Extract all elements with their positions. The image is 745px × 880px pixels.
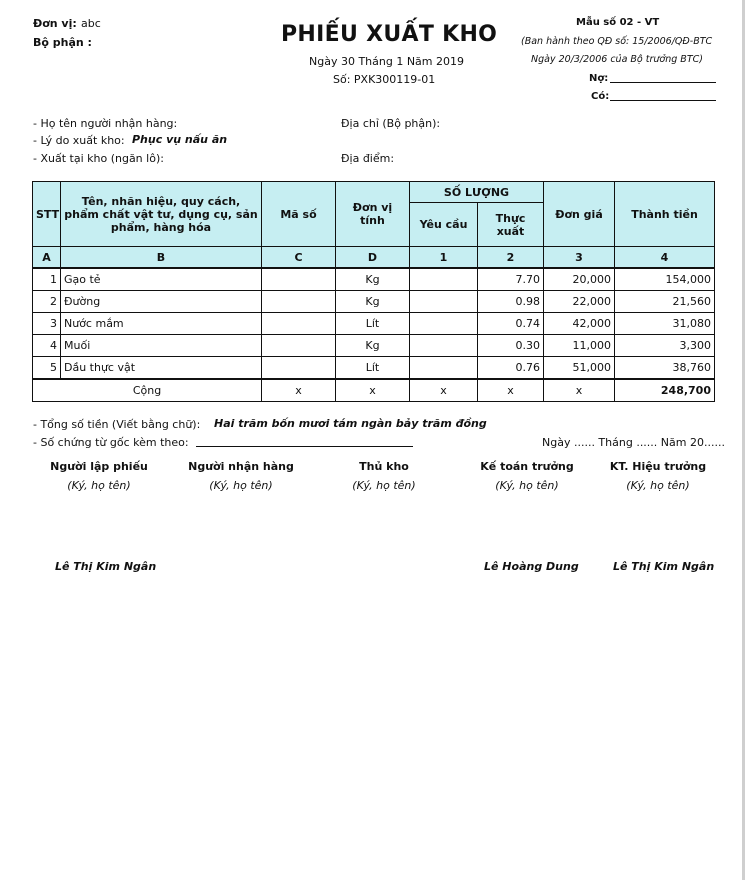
column-letter: 3: [544, 247, 615, 269]
header-unit: Đơn vị tính: [336, 182, 410, 247]
table-row: [33, 291, 715, 313]
row-item-name: Nước mắm: [61, 313, 262, 335]
debit-line: [610, 82, 716, 83]
row-actual: 0.30: [478, 335, 544, 357]
row-unit: Kg: [336, 291, 410, 313]
signature-title: Kế toán trưởng: [480, 460, 574, 473]
row-item-name: Gạo tẻ: [61, 268, 262, 291]
unit-label: Đơn vị:: [33, 17, 77, 30]
header-amount: Thành tiền: [615, 182, 715, 247]
total-actual: x: [478, 379, 544, 402]
header-code: Mã số: [262, 182, 336, 247]
form-note-1: (Ban hành theo QĐ số: 15/2006/QĐ-BTC: [521, 36, 713, 47]
column-letter: 1: [410, 247, 478, 269]
row-stt: 3: [33, 313, 61, 335]
form-code: Mẫu số 02 - VT: [576, 17, 660, 28]
signature-title: Người lập phiếu: [50, 460, 148, 473]
signature-hint: (Ký, họ tên): [209, 479, 273, 492]
row-amount: 154,000: [615, 268, 715, 291]
document-date: Ngày 30 Tháng 1 Năm 2019: [309, 55, 465, 68]
column-letter: C: [262, 247, 336, 269]
column-letter: B: [61, 247, 262, 269]
row-stt: 2: [33, 291, 61, 313]
total-label: Cộng: [33, 379, 262, 402]
total-words-value: Hai trăm bốn mươi tám ngàn bảy trăm đồng: [214, 417, 487, 430]
credit-line: [610, 100, 716, 101]
row-item-name: Dầu thực vật: [61, 357, 262, 380]
signature-title: Người nhận hàng: [188, 460, 294, 473]
column-letter: 4: [615, 247, 715, 269]
row-unit: Kg: [336, 268, 410, 291]
row-price: 20,000: [544, 268, 615, 291]
reason-label: - Lý do xuất kho:: [33, 134, 125, 147]
row-requested: [410, 268, 478, 291]
row-unit: Kg: [336, 335, 410, 357]
header-stt: STT: [33, 182, 61, 247]
source-docs-label: - Số chứng từ gốc kèm theo:: [33, 436, 189, 449]
signature-name: Lê Hoàng Dung: [484, 560, 579, 573]
row-requested: [410, 313, 478, 335]
column-letter: D: [336, 247, 410, 269]
signature-hint: (Ký, họ tên): [495, 479, 559, 492]
header-price: Đơn giá: [544, 182, 615, 247]
total-price: x: [544, 379, 615, 402]
warehouse-label: - Xuất tại kho (ngăn lô):: [33, 152, 164, 165]
row-code: [262, 357, 336, 380]
credit-label: Có:: [591, 91, 610, 102]
row-code: [262, 335, 336, 357]
column-letter: A: [33, 247, 61, 269]
row-stt: 4: [33, 335, 61, 357]
row-actual: 0.74: [478, 313, 544, 335]
row-actual: 0.98: [478, 291, 544, 313]
debit-label: Nợ:: [589, 73, 609, 84]
unit-value: abc: [81, 17, 101, 30]
receiver-label: - Họ tên người nhận hàng:: [33, 117, 178, 130]
signature-name: Lê Thị Kim Ngân: [55, 560, 157, 573]
total-words-label: - Tổng số tiền (Viết bằng chữ):: [33, 418, 201, 431]
row-amount: 3,300: [615, 335, 715, 357]
table-row: [33, 335, 715, 357]
department-label: Bộ phận :: [33, 36, 92, 49]
reason-value: Phục vụ nấu ăn: [132, 133, 228, 146]
location-label: Địa điểm:: [341, 152, 395, 165]
row-requested: [410, 291, 478, 313]
table-row: [33, 313, 715, 335]
total-amount: 248,700: [615, 379, 715, 402]
header-item-name: Tên, nhãn hiệu, quy cách, phẩm chất vật tư, dụng cụ, sản phẩm, hàng hóa: [61, 182, 262, 247]
page-title: PHIẾU XUẤT KHO: [281, 22, 498, 47]
row-code: [262, 313, 336, 335]
row-item-name: Muối: [61, 335, 262, 357]
total-unit: x: [336, 379, 410, 402]
row-stt: 5: [33, 357, 61, 380]
total-code: x: [262, 379, 336, 402]
column-letter: 2: [478, 247, 544, 269]
signature-title: KT. Hiệu trưởng: [609, 460, 707, 473]
row-price: 42,000: [544, 313, 615, 335]
form-note-2: Ngày 20/3/2006 của Bộ trưởng BTC): [531, 54, 703, 65]
row-code: [262, 268, 336, 291]
row-unit: Lít: [336, 357, 410, 380]
total-row: [33, 379, 715, 402]
signature-title: Thủ kho: [359, 460, 409, 473]
table-row: [33, 268, 715, 291]
signature-hint: (Ký, họ tên): [626, 479, 690, 492]
header-quantity: SỐ LƯỢNG: [410, 182, 544, 203]
row-amount: 38,760: [615, 357, 715, 380]
header-requested: Yêu cầu: [410, 203, 478, 247]
signature-name: Lê Thị Kim Ngân: [613, 560, 715, 573]
sign-date-blank: Ngày ...... Tháng ...... Năm 20......: [542, 436, 725, 449]
row-actual: 0.76: [478, 357, 544, 380]
row-requested: [410, 357, 478, 380]
table-row: [33, 357, 715, 380]
row-price: 51,000: [544, 357, 615, 380]
row-unit: Lít: [336, 313, 410, 335]
row-amount: 21,560: [615, 291, 715, 313]
header-actual: Thực xuất: [478, 203, 544, 247]
row-amount: 31,080: [615, 313, 715, 335]
row-actual: 7.70: [478, 268, 544, 291]
row-item-name: Đường: [61, 291, 262, 313]
row-code: [262, 291, 336, 313]
items-table: [32, 181, 715, 402]
source-docs-line: [196, 446, 413, 447]
row-stt: 1: [33, 268, 61, 291]
row-requested: [410, 335, 478, 357]
row-price: 22,000: [544, 291, 615, 313]
document-number: Số: PXK300119-01: [333, 73, 436, 86]
row-price: 11,000: [544, 335, 615, 357]
signature-hint: (Ký, họ tên): [352, 479, 416, 492]
total-requested: x: [410, 379, 478, 402]
signature-hint: (Ký, họ tên): [67, 479, 131, 492]
address-label: Địa chỉ (Bộ phận):: [341, 117, 441, 130]
